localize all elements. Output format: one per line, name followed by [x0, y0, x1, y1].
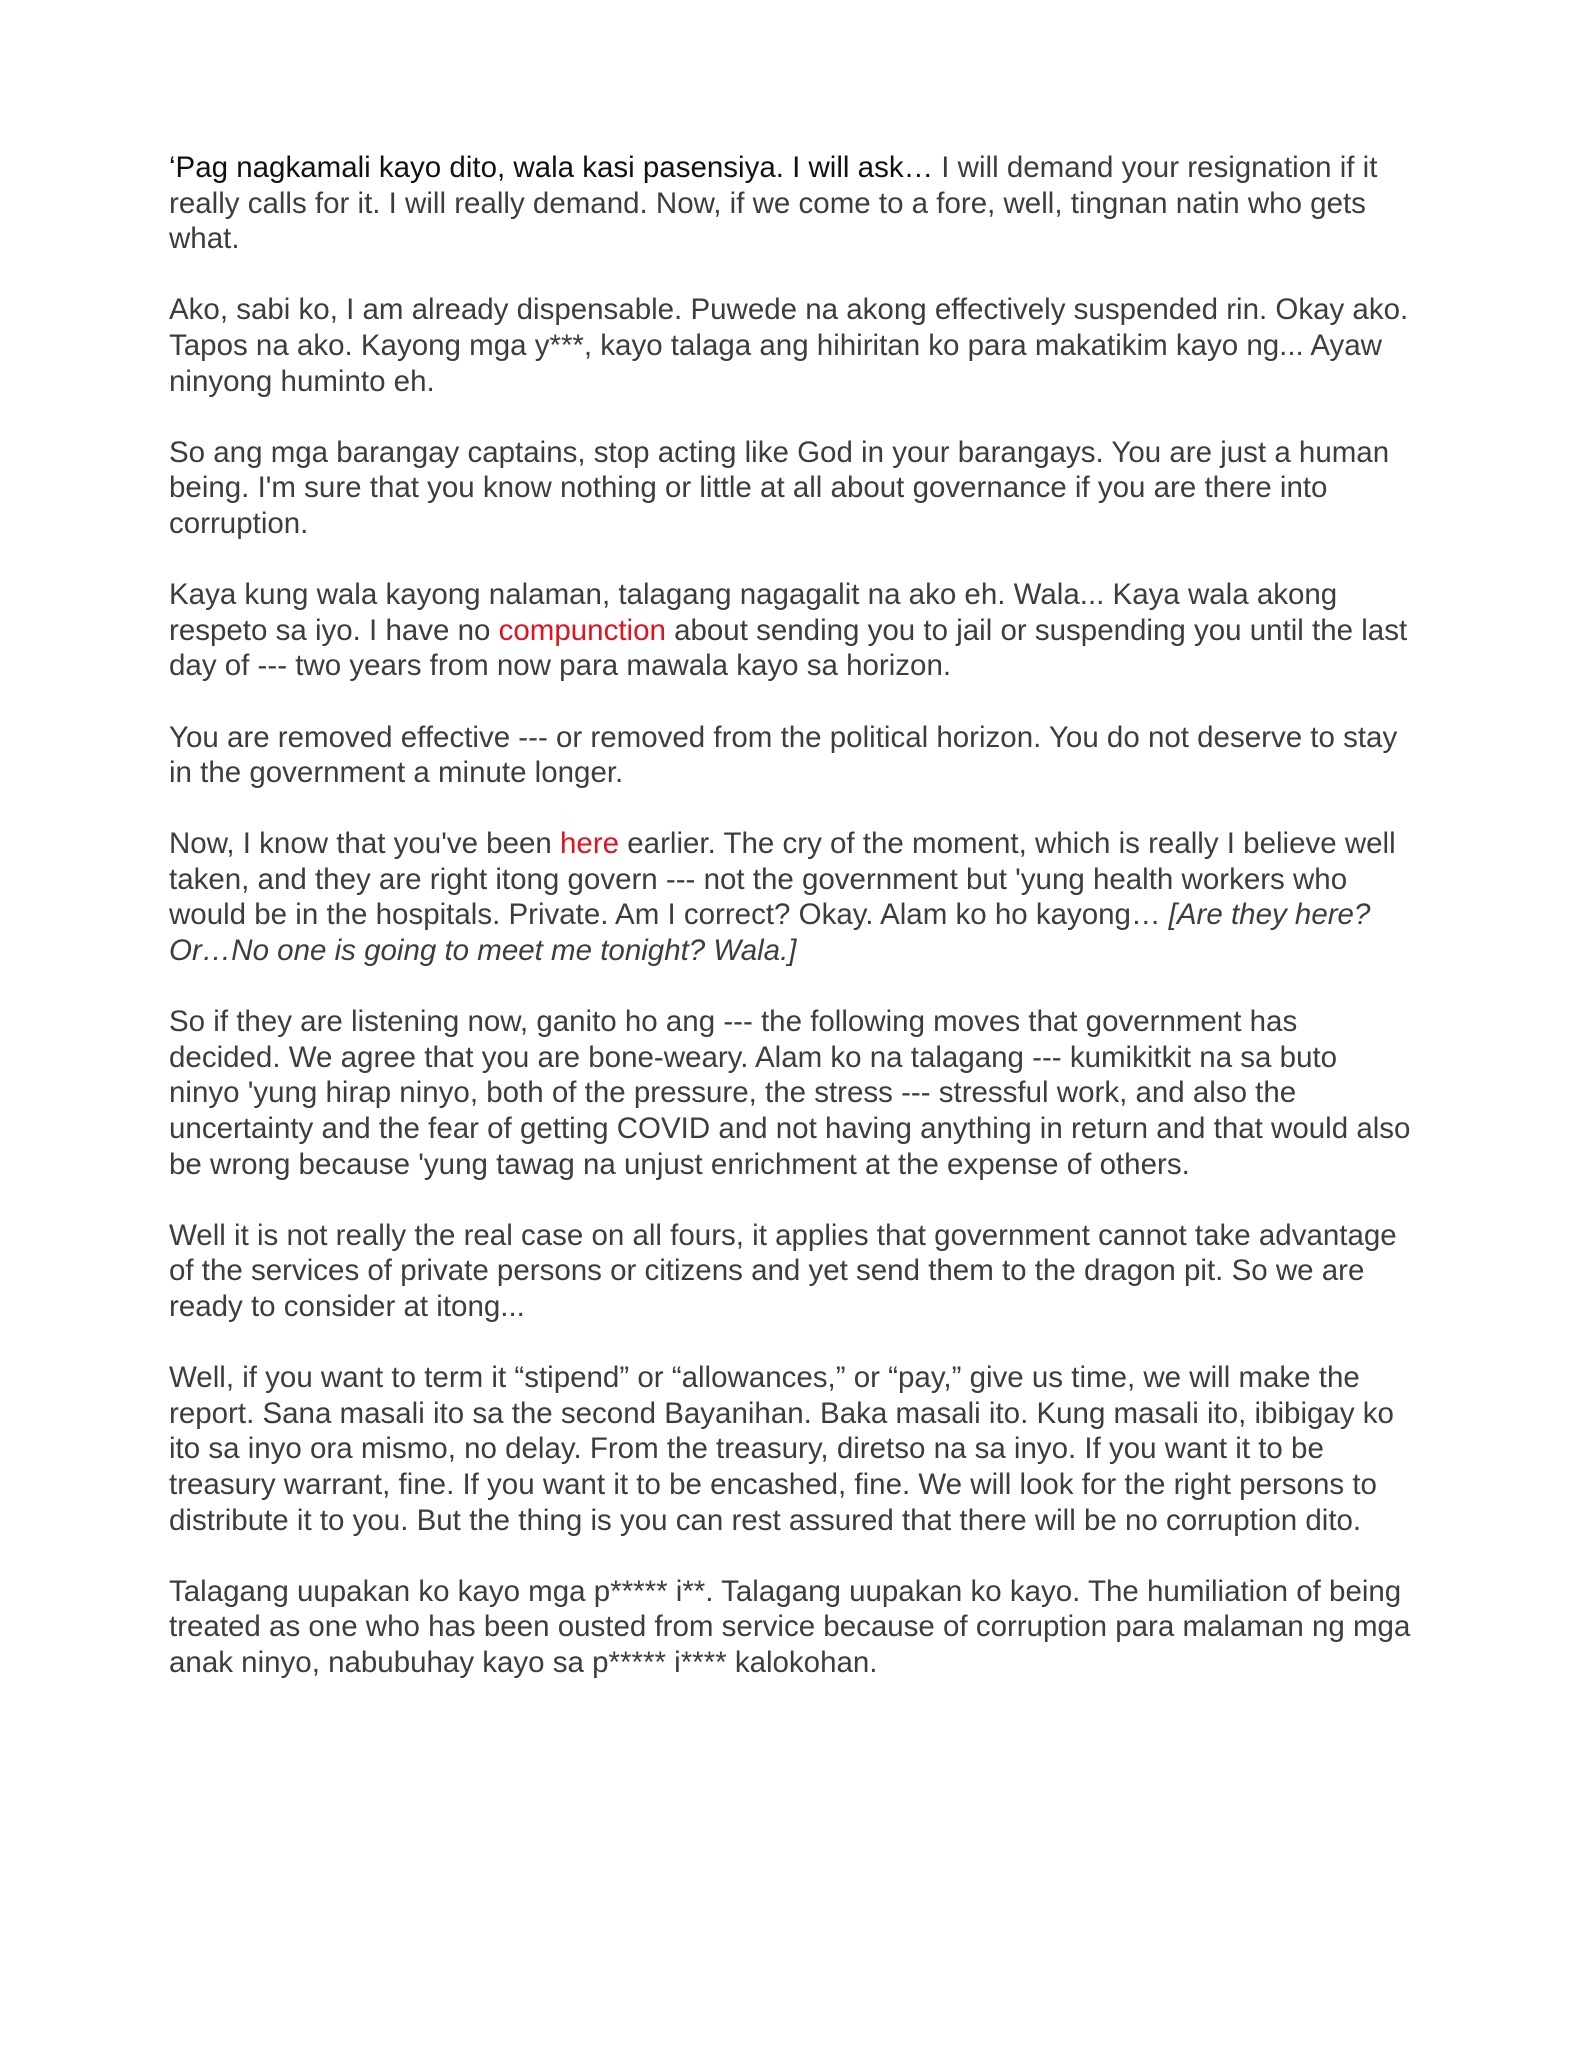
- paragraph-9-segment-1: Well, if you want to term it “stipend” or “allowances,” or “pay,” give us time, we will make the report. Sana masali ito sa the second Bayanihan. Baka masali ito. Kung masali ito, ibibigay ko ito sa inyo ora mismo, no delay. From the treasury, diretso na sa inyo. If you want it to be treasury warrant, fine. If you want it to be encashed, fine. We will look for the right persons to distribute it to you. But the thing is you can rest assured that there will be no corruption dito.: [169, 1361, 1394, 1537]
- highlighted-word-here: here: [560, 827, 620, 861]
- paragraph-6-segment-1: Now, I know that you've been: [169, 827, 561, 861]
- paragraph-2-segment-1: Ako, sabi ko, I am already dispensable. Puwede na akong effectively suspended rin. Okay ako. Tapos na ako. Kayong mga y***, kayo talaga ang hihiritan ko para makatikim kayo ng... Ayaw ninyong huminto eh.: [169, 293, 1409, 398]
- paragraph-10: [169, 1574, 1414, 1681]
- paragraph-4-segment-1: Kaya kung wala kayong nalaman, talagang nagagalit na ako eh. Wala... Kaya wala akong respeto sa iyo. I have no: [169, 578, 1338, 647]
- italic-aside: [Are they here? Or…No one is going to meet me tonight? Wala.]: [169, 898, 1371, 968]
- paragraph-4-segment-3: about sending you to jail or suspending you until the last day of --- two years from now para mawala kayo sa horizon.: [169, 613, 1408, 683]
- paragraph-8-segment-1: Well it is not really the real case on all fours, it applies that government cannot take advantage of the services of private persons or citizens and yet send them to the dragon pit. So we are ready to consider at itong...: [169, 1218, 1397, 1323]
- paragraph-7: [169, 1004, 1414, 1182]
- highlighted-word-compunction: compunction: [498, 613, 666, 647]
- paragraph-9: [169, 1360, 1414, 1538]
- paragraph-10-segment-1: Talagang uupakan ko kayo mga p***** i**. Talagang uupakan ko kayo. The humiliation of being treated as one who has been ousted from service because of corruption para malaman ng mga anak ninyo, nabubuhay kayo sa p***** i**** kalokohan.: [169, 1574, 1411, 1679]
- paragraph-3: [169, 435, 1414, 542]
- paragraph-1-segment-2: I will demand your resignation if it really calls for it. I will really demand. Now, if we come to a fore, well, tingnan natin who gets what.: [169, 151, 1378, 256]
- paragraph-6-segment-3: earlier. The cry of the moment, which is really I believe well taken, and they are right itong govern --- not the government but 'yung health workers who would be in the hospitals. Private. Am I correct? Okay. Alam ko ho kayong…: [169, 827, 1396, 932]
- paragraph-6: [169, 826, 1414, 968]
- paragraph-8: [169, 1218, 1414, 1325]
- paragraph-1: [169, 150, 1414, 257]
- paragraph-7-segment-1: So if they are listening now, ganito ho ang --- the following moves that government has decided. We agree that you are bone-weary. Alam ko na talagang --- kumikitkit na sa buto ninyo 'yung hirap ninyo, both of the pressure, the stress --- stressful work, and also the uncertainty and the fear of getting COVID and not having anything in return and that would also be wrong because 'yung tawag na unjust enrichment at the expense of others.: [169, 1005, 1411, 1181]
- paragraph-2: [169, 292, 1414, 399]
- paragraph-5: [169, 720, 1414, 791]
- document-body: [169, 150, 1414, 1716]
- paragraph-3-segment-1: So ang mga barangay captains, stop acting like God in your barangays. You are just a human being. I'm sure that you know nothing or little at all about governance if you are there into corruption.: [169, 435, 1390, 540]
- paragraph-1-segment-1: ‘Pag nagkamali kayo dito, wala kasi pasensiya. I will ask…: [169, 151, 934, 184]
- paragraph-4: [169, 577, 1414, 684]
- paragraph-5-segment-1: You are removed effective --- or removed from the political horizon. You do not deserve to stay in the government a minute longer.: [169, 720, 1398, 790]
